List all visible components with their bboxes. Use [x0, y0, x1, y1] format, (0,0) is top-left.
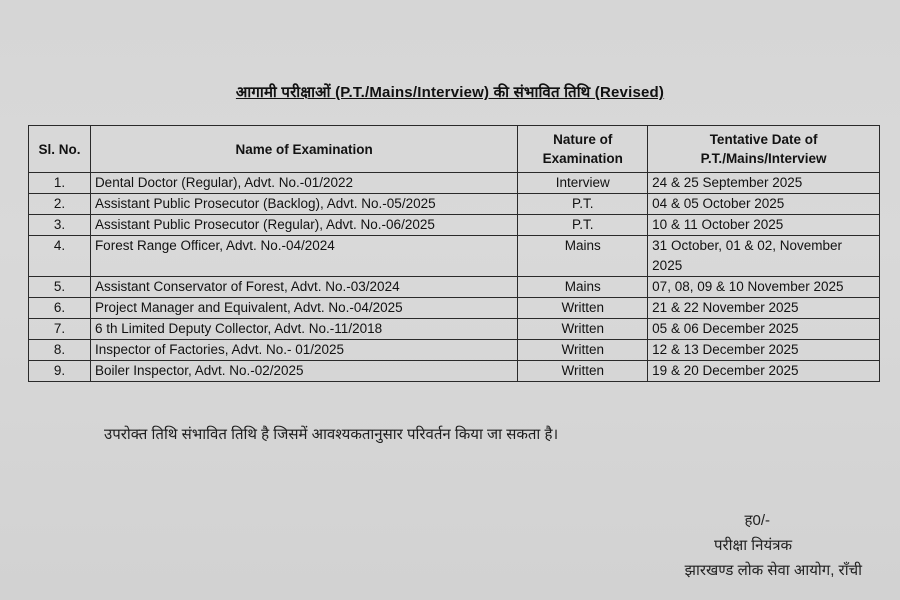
- row-exam-name: Forest Range Officer, Advt. No.-04/2024: [90, 236, 517, 277]
- row-nature: P.T.: [518, 215, 648, 236]
- header-nature: Nature of Examination: [518, 126, 648, 173]
- row-nature: Mains: [518, 236, 648, 277]
- row-sl: 8.: [29, 340, 91, 361]
- table-row: [29, 215, 880, 236]
- table-row: [29, 298, 880, 319]
- table-row: [29, 319, 880, 340]
- row-date: 10 & 11 October 2025: [648, 215, 880, 236]
- table-row: [29, 236, 880, 277]
- row-date: 24 & 25 September 2025: [648, 173, 880, 194]
- row-date: 12 & 13 December 2025: [648, 340, 880, 361]
- signatory-organisation: झारखण्ड लोक सेवा आयोग, राँची: [684, 562, 862, 579]
- row-sl: 4.: [29, 236, 91, 277]
- row-sl: 7.: [29, 319, 91, 340]
- table-header-row: [29, 126, 880, 173]
- row-date: 04 & 05 October 2025: [648, 194, 880, 215]
- row-nature: P.T.: [518, 194, 648, 215]
- row-nature: Interview: [518, 173, 648, 194]
- row-sl: 2.: [29, 194, 91, 215]
- row-sl: 6.: [29, 298, 91, 319]
- table-row: [29, 340, 880, 361]
- row-exam-name: Project Manager and Equivalent, Advt. No.-04/2025: [90, 298, 517, 319]
- row-date: 19 & 20 December 2025: [648, 361, 880, 382]
- row-date: 31 October, 01 & 02, November 2025: [648, 236, 880, 277]
- row-nature: Written: [518, 319, 648, 340]
- header-tentative-date: Tentative Date of P.T./Mains/Interview: [648, 126, 880, 173]
- row-exam-name: Boiler Inspector, Advt. No.-02/2025: [90, 361, 517, 382]
- row-exam-name: Inspector of Factories, Advt. No.- 01/2025: [90, 340, 517, 361]
- row-date: 21 & 22 November 2025: [648, 298, 880, 319]
- row-sl: 1.: [29, 173, 91, 194]
- table-row: [29, 277, 880, 298]
- table-row: [29, 194, 880, 215]
- row-sl: 5.: [29, 277, 91, 298]
- exam-schedule-table: [28, 125, 880, 382]
- notice-heading: आगामी परीक्षाओं (P.T./Mains/Interview) की संभावित तिथि (Revised): [235, 84, 665, 101]
- header-sl-no: Sl. No.: [29, 126, 91, 173]
- signature-mark: ह0/-: [744, 512, 770, 529]
- row-nature: Mains: [518, 277, 648, 298]
- row-exam-name: 6 th Limited Deputy Collector, Advt. No.-11/2018: [90, 319, 517, 340]
- table-row: [29, 361, 880, 382]
- row-exam-name: Assistant Public Prosecutor (Regular), Advt. No.-06/2025: [90, 215, 517, 236]
- row-nature: Written: [518, 361, 648, 382]
- row-sl: 9.: [29, 361, 91, 382]
- row-exam-name: Assistant Public Prosecutor (Backlog), Advt. No.-05/2025: [90, 194, 517, 215]
- header-exam-name: Name of Examination: [90, 126, 517, 173]
- row-date: 07, 08, 09 & 10 November 2025: [648, 277, 880, 298]
- row-nature: Written: [518, 340, 648, 361]
- row-exam-name: Dental Doctor (Regular), Advt. No.-01/2022: [90, 173, 517, 194]
- row-date: 05 & 06 December 2025: [648, 319, 880, 340]
- row-sl: 3.: [29, 215, 91, 236]
- disclaimer-note: उपरोक्त तिथि संभावित तिथि है जिसमें आवश्यकतानुसार परिवर्तन किया जा सकता है।: [104, 426, 559, 443]
- row-exam-name: Assistant Conservator of Forest, Advt. No.-03/2024: [90, 277, 517, 298]
- signatory-designation: परीक्षा नियंत्रक: [713, 537, 792, 554]
- row-nature: Written: [518, 298, 648, 319]
- table-row: [29, 173, 880, 194]
